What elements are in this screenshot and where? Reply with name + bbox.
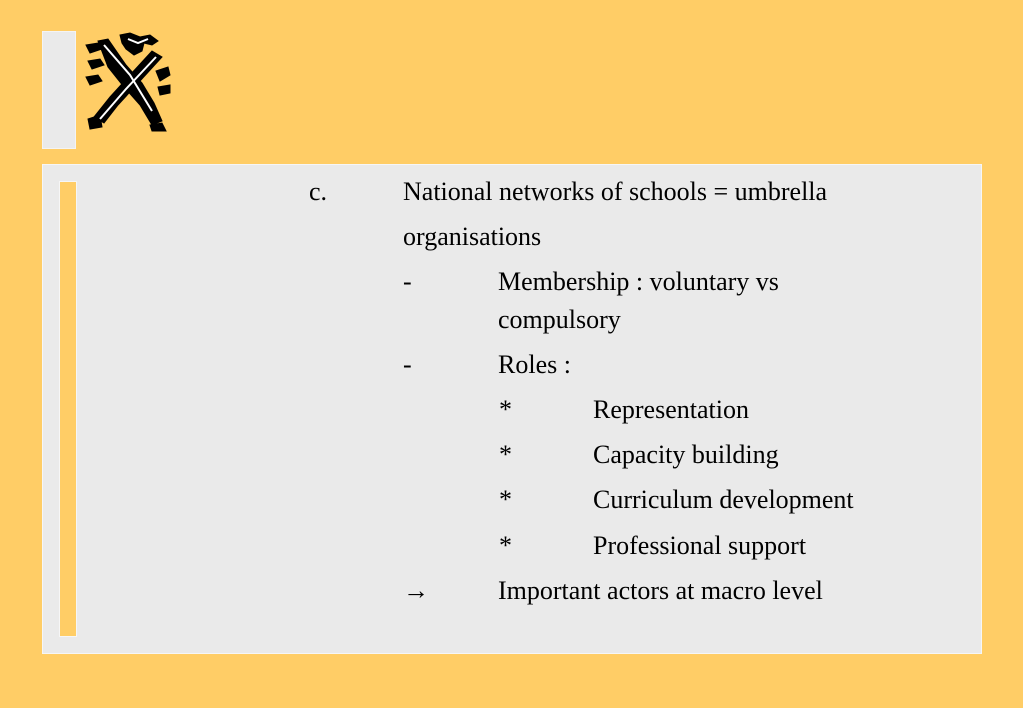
role-item-representation: Representation [593,395,749,424]
heading-line-2: organisations [403,222,542,251]
dash-marker-membership: - [403,267,412,296]
star-marker: * [499,440,512,469]
role-item-professional-support: Professional support [593,531,807,560]
dash-marker-roles: - [403,350,412,379]
role-item-capacity-building: Capacity building [593,440,779,469]
membership-line-1: Membership : voluntary vs [498,267,779,296]
star-marker: * [499,531,512,560]
accent-bar [59,181,77,637]
roles-label: Roles : [498,350,571,379]
arrow-marker: → [403,576,429,605]
flemish-lion-icon [82,31,172,133]
role-item-curriculum-development: Curriculum development [593,485,854,514]
star-marker: * [499,485,512,514]
membership-line-2: compulsory [498,305,621,334]
star-marker: * [499,395,512,424]
heading-line-1: National networks of schools = umbrella [403,177,828,206]
logo-side-strip [42,31,76,149]
list-marker-c: c. [309,177,328,206]
conclusion-text: Important actors at macro level [498,576,823,605]
